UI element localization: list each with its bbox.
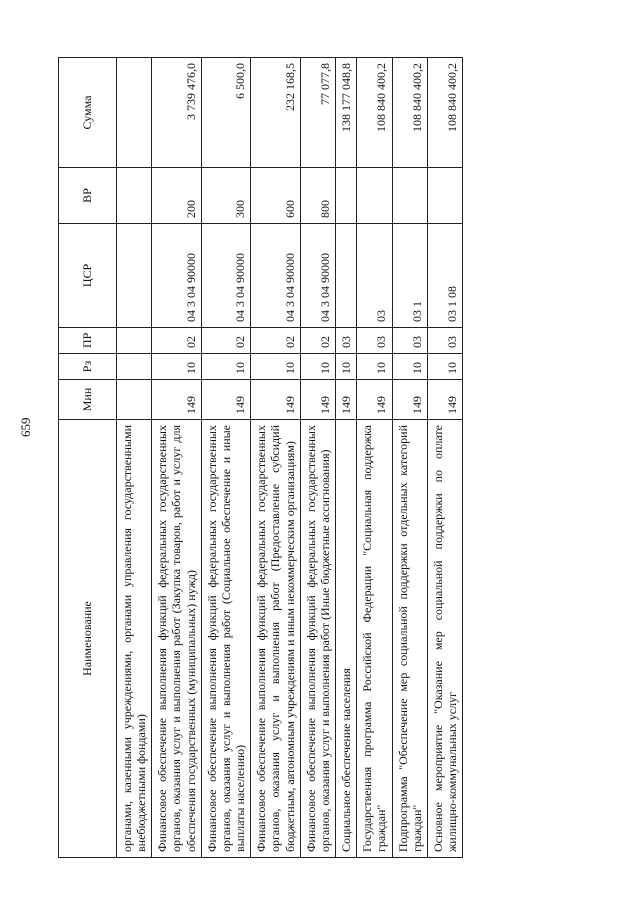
table-row (357, 58, 392, 858)
cell-vr (336, 168, 357, 224)
cell-pr: 02 (300, 328, 335, 354)
cell-csr: 04 3 04 90000 (300, 224, 335, 328)
cell-vr: 800 (300, 168, 335, 224)
cell-csr: 04 3 04 90000 (251, 224, 300, 328)
cell-min (117, 380, 152, 420)
cell-sum: 108 840 400,2 (427, 58, 462, 168)
cell-min: 149 (427, 380, 462, 420)
table-row (152, 58, 201, 858)
budget-table-container (58, 58, 613, 858)
cell-name: Финансовое обеспечение выполнения функций федеральных государственных органов, оказания услуг и выполнения работ (Иные бюджетные ассигнования) (300, 420, 335, 858)
header-min: Мин (59, 380, 117, 420)
cell-min: 149 (152, 380, 201, 420)
cell-csr: 03 1 08 (427, 224, 462, 328)
cell-vr: 600 (251, 168, 300, 224)
cell-name: Финансовое обеспечение выполнения функций федеральных государственных органов, оказания услуг и выполнения работ (Предоставление субсидий бюджетным, автономным учреждениям и иным некоммерческим организациям) (251, 420, 300, 858)
cell-min: 149 (336, 380, 357, 420)
table-row (336, 58, 357, 858)
header-sum: Сумма (59, 58, 117, 168)
cell-sum (117, 58, 152, 168)
table-header-row (59, 58, 117, 858)
page-number: 659 (18, 417, 33, 437)
cell-name: органами, казенными учреждениями, органами управления государственными внебюджетными фондами) (117, 420, 152, 858)
header-rz: Рз (59, 354, 117, 380)
cell-vr (117, 168, 152, 224)
cell-csr: 03 1 (392, 224, 427, 328)
cell-min: 149 (251, 380, 300, 420)
cell-sum: 232 168,5 (251, 58, 300, 168)
table-row (201, 58, 250, 858)
cell-csr (117, 224, 152, 328)
cell-rz: 10 (251, 354, 300, 380)
cell-min: 149 (392, 380, 427, 420)
cell-pr: 03 (357, 328, 392, 354)
cell-name: Финансовое обеспечение выполнения функций федеральных государственных органов, оказания услуг и выполнения работ (Социальное обеспечение и иные выплаты населению) (201, 420, 250, 858)
cell-rz: 10 (427, 354, 462, 380)
cell-min: 149 (201, 380, 250, 420)
cell-vr: 200 (152, 168, 201, 224)
cell-pr: 03 (427, 328, 462, 354)
cell-rz: 10 (201, 354, 250, 380)
cell-min: 149 (357, 380, 392, 420)
cell-vr: 300 (201, 168, 250, 224)
cell-pr: 02 (152, 328, 201, 354)
cell-name: Государственная программа Российской Федерации "Социальная поддержка граждан" (357, 420, 392, 858)
cell-name: Финансовое обеспечение выполнения функций федеральных государственных органов, оказания услуг и выполнения работ (Закупка товаров, работ и услуг для обеспечения государственных (муниципальных) нужд) (152, 420, 201, 858)
cell-csr: 04 3 04 90000 (201, 224, 250, 328)
header-pr: ПР (59, 328, 117, 354)
cell-pr: 02 (251, 328, 300, 354)
cell-rz: 10 (336, 354, 357, 380)
cell-name: Подпрограмма "Обеспечение мер социальной поддержки отдельных категорий граждан" (392, 420, 427, 858)
cell-pr (117, 328, 152, 354)
budget-table (58, 57, 463, 858)
cell-rz: 10 (357, 354, 392, 380)
table-row (117, 58, 152, 858)
cell-rz: 10 (392, 354, 427, 380)
cell-pr: 03 (392, 328, 427, 354)
header-vr: ВР (59, 168, 117, 224)
cell-csr (336, 224, 357, 328)
cell-sum: 77 077,8 (300, 58, 335, 168)
cell-sum: 108 840 400,2 (357, 58, 392, 168)
cell-min: 149 (300, 380, 335, 420)
header-csr: ЦСР (59, 224, 117, 328)
header-name: Наименование (59, 420, 117, 858)
cell-rz: 10 (300, 354, 335, 380)
cell-pr: 02 (201, 328, 250, 354)
cell-rz (117, 354, 152, 380)
cell-sum: 3 739 476,0 (152, 58, 201, 168)
table-row (251, 58, 300, 858)
cell-pr: 03 (336, 328, 357, 354)
table-row (300, 58, 335, 858)
cell-csr: 04 3 04 90000 (152, 224, 201, 328)
cell-vr (427, 168, 462, 224)
cell-csr: 03 (357, 224, 392, 328)
cell-vr (392, 168, 427, 224)
cell-name: Социальное обеспечение населения (336, 420, 357, 858)
cell-name: Основное мероприятие "Оказание мер социальной поддержки по оплате жилищно-коммунальных услуг (427, 420, 462, 858)
cell-rz: 10 (152, 354, 201, 380)
cell-sum: 108 840 400,2 (392, 58, 427, 168)
cell-sum: 138 177 048,8 (336, 58, 357, 168)
cell-vr (357, 168, 392, 224)
table-row (427, 58, 462, 858)
table-row (392, 58, 427, 858)
cell-sum: 6 500,0 (201, 58, 250, 168)
